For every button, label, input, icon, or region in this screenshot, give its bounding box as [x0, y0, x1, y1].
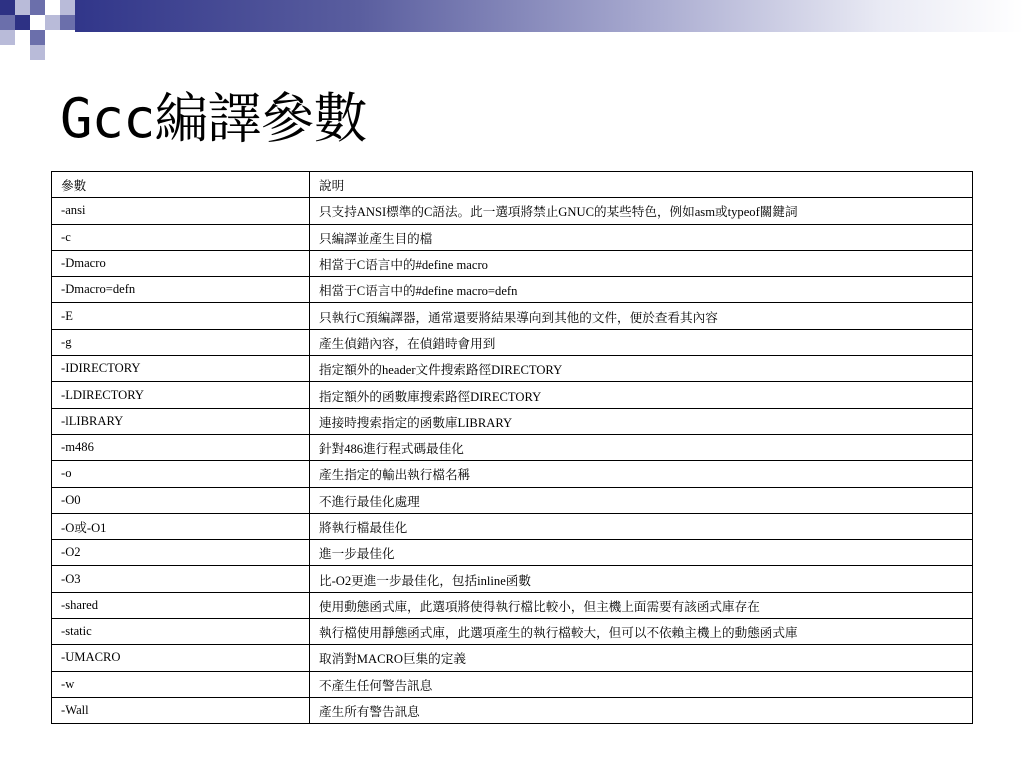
- table-row: [52, 487, 973, 513]
- option-flag-cell: -ansi: [52, 198, 310, 224]
- decor-square: [30, 45, 45, 60]
- option-flag-cell: -m486: [52, 434, 310, 460]
- option-flag-cell: -static: [52, 619, 310, 645]
- option-flag-cell: -g: [52, 329, 310, 355]
- decor-square: [0, 30, 15, 45]
- option-flag-cell: -o: [52, 461, 310, 487]
- option-flag-cell: -UMACRO: [52, 645, 310, 671]
- decor-square: [0, 15, 15, 30]
- decor-square: [45, 15, 60, 30]
- option-description-cell: 只執行C預編譯器，通常還要將結果導向到其他的文件，便於查看其內容: [310, 303, 973, 329]
- option-flag-cell: -LDIRECTORY: [52, 382, 310, 408]
- option-flag-cell: -O或-O1: [52, 513, 310, 539]
- option-flag-cell: -E: [52, 303, 310, 329]
- option-flag-cell: -IDIRECTORY: [52, 356, 310, 382]
- option-description-cell: 進一步最佳化: [310, 540, 973, 566]
- header-cell-parameter: 參數: [52, 172, 310, 198]
- option-flag-cell: -O3: [52, 566, 310, 592]
- decor-square: [15, 0, 30, 15]
- gcc-options-table: [51, 171, 973, 724]
- option-flag-cell: -Dmacro=defn: [52, 277, 310, 303]
- option-description-cell: 相當于C语言中的#define macro: [310, 250, 973, 276]
- option-flag-cell: -c: [52, 224, 310, 250]
- table-row: [52, 329, 973, 355]
- option-description-cell: 相當于C语言中的#define macro=defn: [310, 277, 973, 303]
- table-row: [52, 277, 973, 303]
- option-flag-cell: -O0: [52, 487, 310, 513]
- table-row: [52, 408, 973, 434]
- option-description-cell: 取消對MACRO巨集的定義: [310, 645, 973, 671]
- option-flag-cell: -O2: [52, 540, 310, 566]
- slide-title: Gcc編譯參數: [60, 87, 367, 150]
- option-flag-cell: -shared: [52, 592, 310, 618]
- option-description-cell: 產生偵錯內容，在偵錯時會用到: [310, 329, 973, 355]
- table-row: [52, 566, 973, 592]
- table-row: [52, 303, 973, 329]
- table-row: [52, 382, 973, 408]
- table-row: [52, 461, 973, 487]
- table-row: [52, 356, 973, 382]
- option-flag-cell: -Dmacro: [52, 250, 310, 276]
- decor-square: [30, 0, 45, 15]
- header-cell-description: 說明: [310, 172, 973, 198]
- table-header-row: [52, 172, 973, 198]
- table-row: [52, 697, 973, 723]
- header-gradient-band: [75, 0, 1024, 32]
- table-row: [52, 224, 973, 250]
- decor-square: [60, 0, 75, 15]
- option-description-cell: 只支持ANSI標準的C語法。此一選項將禁止GNUC的某些特色，例如asm或typeof關鍵詞: [310, 198, 973, 224]
- table-row: [52, 619, 973, 645]
- option-flag-cell: -w: [52, 671, 310, 697]
- option-description-cell: 不進行最佳化處理: [310, 487, 973, 513]
- option-description-cell: 不產生任何警告訊息: [310, 671, 973, 697]
- table-row: [52, 645, 973, 671]
- option-description-cell: 只編譯並產生目的檔: [310, 224, 973, 250]
- option-description-cell: 將執行檔最佳化: [310, 513, 973, 539]
- option-description-cell: 比-O2更進一步最佳化，包括inline函數: [310, 566, 973, 592]
- option-description-cell: 使用動態函式庫，此選項將使得執行檔比較小，但主機上面需要有該函式庫存在: [310, 592, 973, 618]
- option-description-cell: 連接時搜索指定的函數庫LIBRARY: [310, 408, 973, 434]
- decor-square: [30, 30, 45, 45]
- table-row: [52, 250, 973, 276]
- option-description-cell: 產生指定的輸出執行檔名稱: [310, 461, 973, 487]
- option-description-cell: 指定額外的header文件搜索路徑DIRECTORY: [310, 356, 973, 382]
- table-row: [52, 671, 973, 697]
- option-flag-cell: -lLIBRARY: [52, 408, 310, 434]
- decor-square: [15, 15, 30, 30]
- decor-square: [60, 15, 75, 30]
- table-row: [52, 198, 973, 224]
- option-description-cell: 指定額外的函數庫搜索路徑DIRECTORY: [310, 382, 973, 408]
- decor-square: [0, 0, 15, 15]
- table-row: [52, 513, 973, 539]
- option-description-cell: 執行檔使用靜態函式庫，此選項產生的執行檔較大，但可以不依賴主機上的動態函式庫: [310, 619, 973, 645]
- option-description-cell: 針對486進行程式碼最佳化: [310, 434, 973, 460]
- table-row: [52, 540, 973, 566]
- table-row: [52, 434, 973, 460]
- option-flag-cell: -Wall: [52, 697, 310, 723]
- table-row: [52, 592, 973, 618]
- option-description-cell: 產生所有警告訊息: [310, 697, 973, 723]
